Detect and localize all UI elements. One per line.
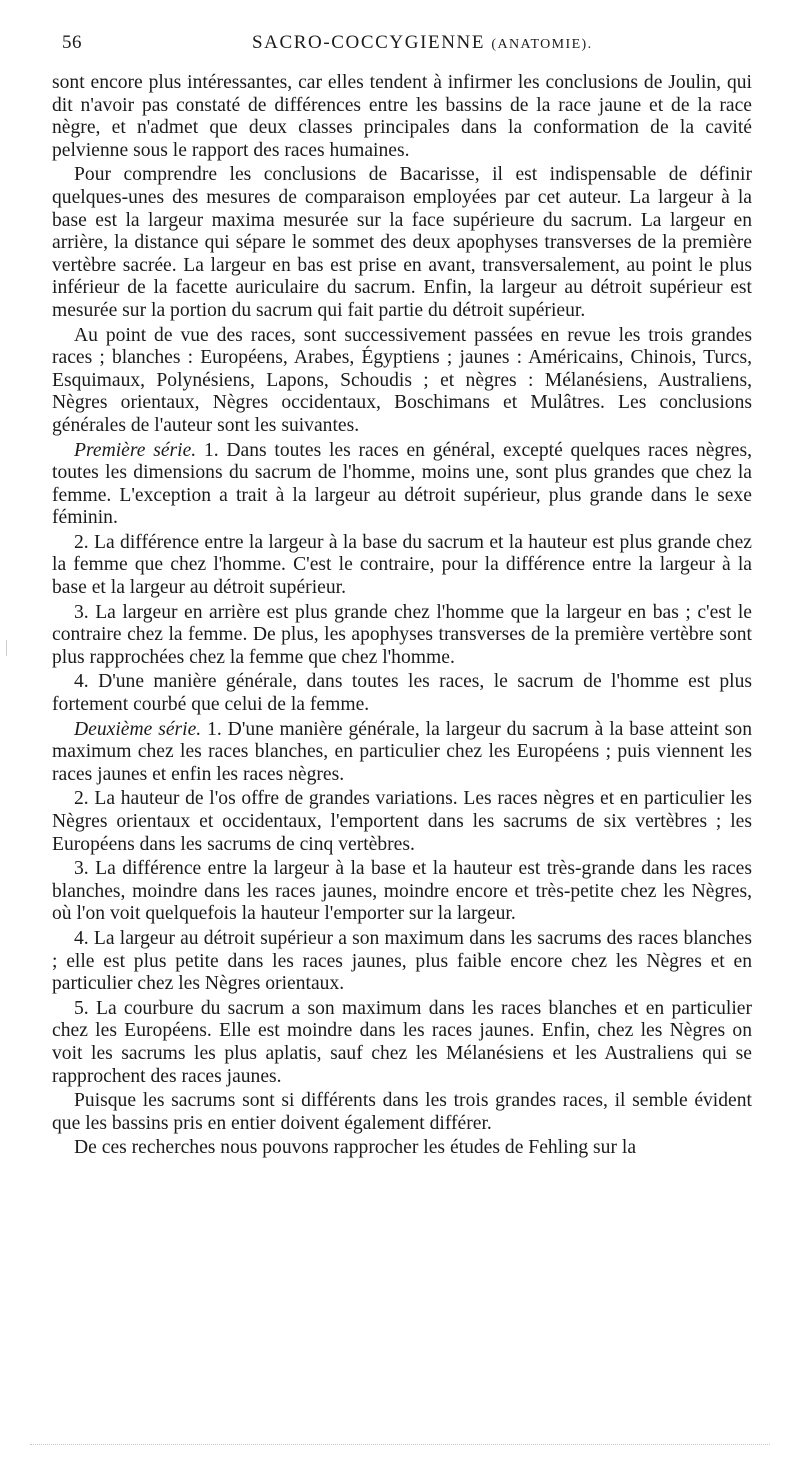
paragraph-text: 4. D'une manière générale, dans toutes les races, le sacrum de l'homme est plus fortement courbé que celui de la femme. (52, 671, 752, 716)
running-head-title: SACRO-COCCYGIENNE (252, 32, 486, 53)
paragraph-text: De ces recherches nous pouvons rapprocher les études de Fehling sur la (74, 1137, 637, 1159)
paragraph-lead: Première série. (74, 439, 197, 461)
paragraph (52, 1137, 752, 1160)
paragraph (52, 602, 752, 670)
paragraph (52, 72, 752, 162)
paragraph-text: 3. La différence entre la largeur à la base et la hauteur est très-grande dans les races blanches, moindre dans les races jaunes, moindre encore et très-petite chez les Nègres, où l'on voit quelquefois la hauteur l'emporter sur la largeur. (52, 858, 752, 925)
paragraph (52, 325, 752, 438)
paragraph-text: 1. Dans toutes les races en général, excepté quelques races nègres, toutes les dimensions du sacrum de l'homme, moins une, sont plus grandes que chez la femme. L'exception a trait à la largeur au détroit supérieur, plus grande dans le sexe féminin. (52, 439, 752, 529)
paragraph-text: 1. D'une manière générale, la largeur du sacrum à la base atteint son maximum chez les races blanches, en particulier chez les Européens ; puis viennent les races jaunes et enfin les races nègres. (52, 718, 752, 785)
page-header (50, 32, 760, 62)
paragraph-text: Puisque les sacrums sont si différents dans les trois grandes races, il semble évident que les bassins pris en entier doivent également différer. (52, 1090, 752, 1134)
paragraph (52, 858, 752, 926)
paragraph (52, 440, 752, 530)
running-head (252, 32, 592, 54)
running-head-subtitle: (ANATOMIE). (491, 37, 593, 52)
body-text (52, 72, 752, 1162)
paragraph (52, 928, 752, 996)
paragraph-text: 4. La largeur au détroit supérieur a son maximum dans les sacrums des races blanches ; elle est plus petite dans les races jaunes, plus faible encore chez les Nègres et en particulier chez les Nègres orientaux. (52, 927, 752, 995)
paragraph-lead: Deuxième série. (74, 718, 202, 740)
paragraph-text: Pour comprendre les conclusions de Bacarisse, il est indispensable de définir quelques-unes des mesures de comparaison employées par cet auteur. La largeur à la base est la largeur maxima mesurée sur la face supérieure du sacrum. La largeur en arrière, la distance qui sépare le sommet des deux apophyses transverses de la première vertèbre sacrée. La largeur en bas est prise en avant, transversalement, au point le plus inférieur de la facette auriculaire du sacrum. Enfin, la largeur au détroit supérieur est mesurée sur la portion du sacrum qui fait partie du détroit supérieur. (52, 164, 752, 321)
paragraph-text: 3. La largeur en arrière est plus grande chez l'homme que la largeur en bas ; c'est le contraire chez la femme. De plus, les apophyses transverses de la première vertèbre sont plus rapprochées chez la femme que chez l'homme. (52, 601, 752, 668)
scan-footer-marks (30, 1434, 770, 1445)
paragraph-text: sont encore plus intéressantes, car elles tendent à infirmer les conclusions de Joulin, qui dit n'avoir pas constaté de différences entre les bassins de la race jaune et de la race nègre, et n'admet que deux classes principales dans la conformation de la cavité pelvienne sous le rapport des races humaines. (52, 72, 752, 161)
paragraph (52, 164, 752, 322)
paragraph (52, 671, 752, 716)
paragraph (52, 788, 752, 856)
paragraph-text: 5. La courbure du sacrum a son maximum dans les races blanches et en particulier chez les Européens. Elle est moindre dans les races jaunes. Enfin, chez les Nègres on voit les sacrums les plus aplatis, sauf chez les Mélanésiens et les Australiens qui se rapprochent des races jaunes. (52, 997, 752, 1087)
paragraph (52, 998, 752, 1088)
paragraph-text: 2. La hauteur de l'os offre de grandes variations. Les races nègres et en particulier les Nègres orientaux et occidentaux, l'emportent dans les sacrums de six vertèbres ; les Européens dans les sacrums de cinq vertèbres. (52, 788, 752, 855)
paragraph (52, 532, 752, 600)
paragraph (52, 1090, 752, 1135)
paragraph-text: 2. La différence entre la largeur à la base du sacrum et la hauteur est plus grande chez la femme que chez l'homme. C'est le contraire, pour la différence entre la largeur à la base et la largeur au détroit supérieur. (52, 531, 752, 599)
paragraph-text: Au point de vue des races, sont successivement passées en revue les trois grandes races ; blanches : Européens, Arabes, Égyptiens ; jaunes : Américains, Chinois, Turcs, Esquimaux, Polynésiens, Lapons, Schoudis ; et nègres : Mélanésiens, Australiens, Nègres orientaux, Nègres occidentaux, Boschimans et Mulâtres. Les conclusions générales de l'auteur sont les suivantes. (52, 324, 752, 436)
paragraph (52, 719, 752, 787)
page-number: 56 (62, 32, 82, 53)
scan-artifact (6, 640, 11, 656)
